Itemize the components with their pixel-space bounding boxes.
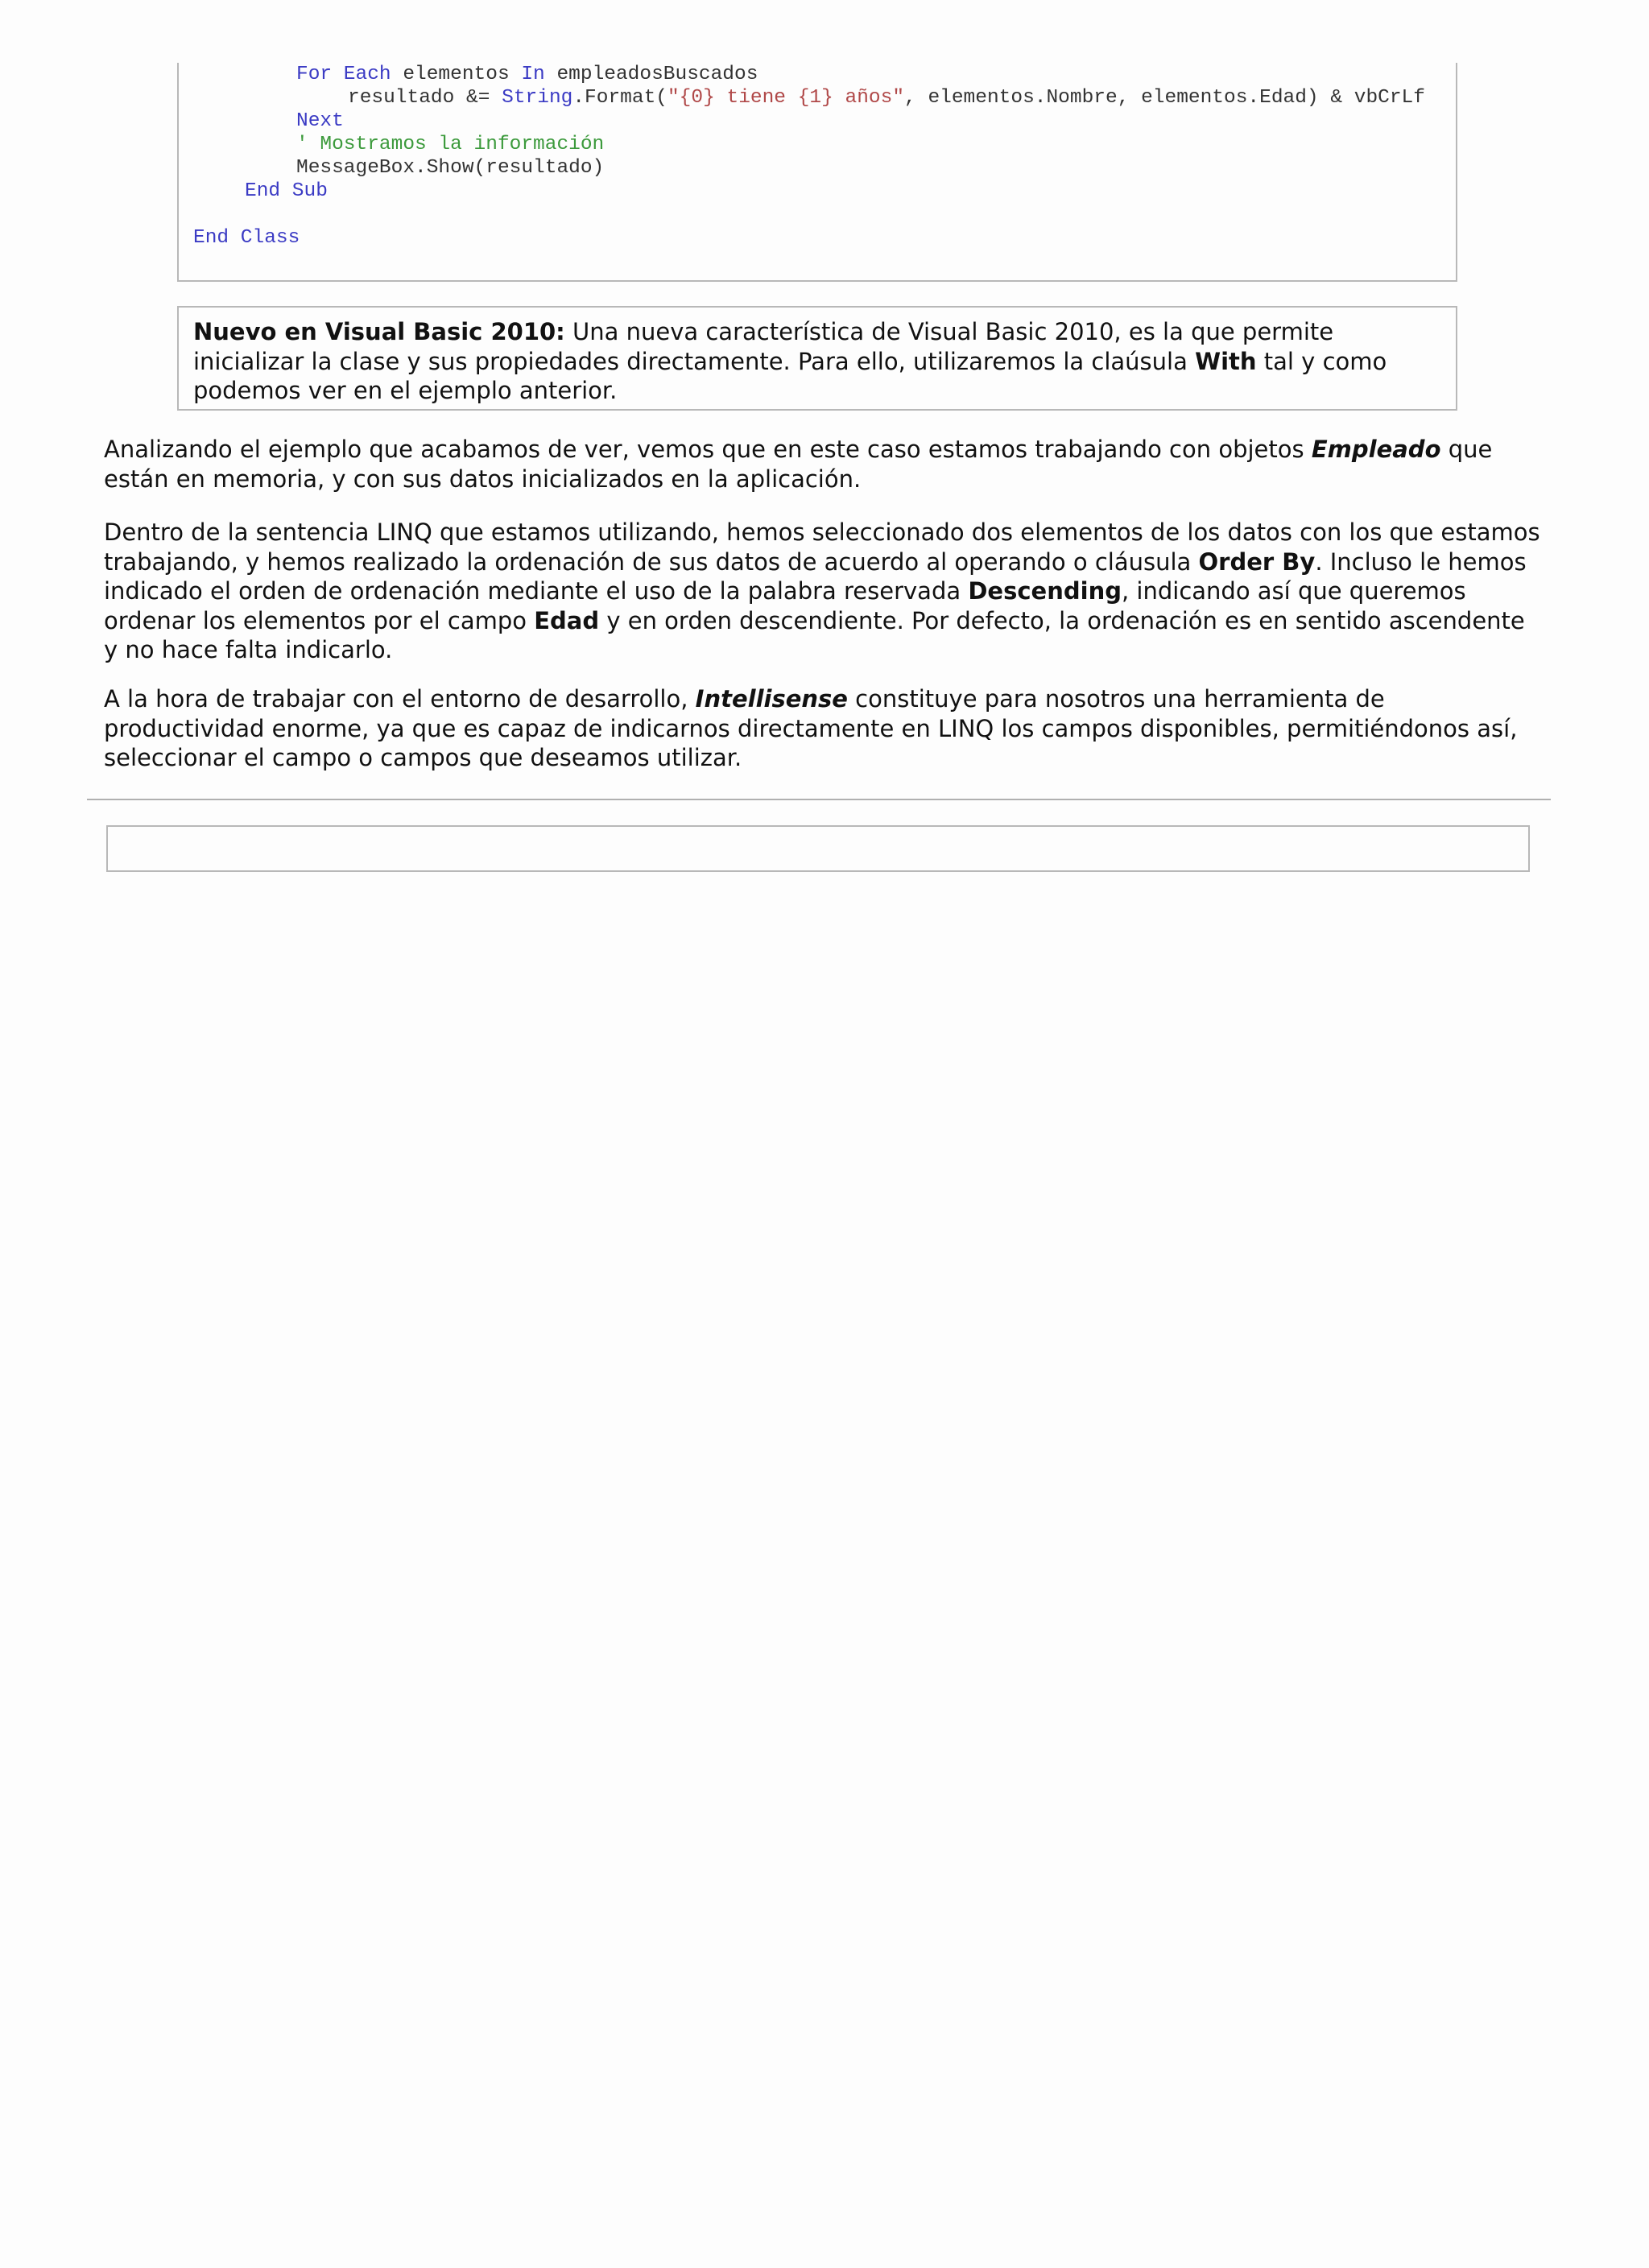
paragraph-text: que están en memoria, y con sus datos inicializados en la aplicación. [104, 436, 1493, 493]
paragraph-text: Dentro de la sentencia LINQ que estamos utilizando, hemos seleccionado dos elementos de los datos con los que estamos trabajando, y hemos realizado la ordenación de sus datos de acuerdo al operando o cláusula [104, 518, 1540, 576]
code-block [177, 63, 1457, 282]
code-line [296, 63, 758, 86]
code-text: , elementos.Nombre, elementos.Edad) & vbCrLf [904, 87, 1425, 109]
bold-term: Edad [534, 606, 600, 634]
bold-term: Descending [968, 577, 1122, 605]
code-line [348, 86, 1425, 109]
code-line [245, 180, 328, 203]
paragraph-text: , indicando así que queremos ordenar los elementos por el campo [104, 577, 1466, 634]
paragraph-3 [104, 684, 1545, 773]
note-keyword: With [1195, 347, 1257, 375]
code-text: resultado &= [348, 87, 502, 109]
code-keyword: String [502, 87, 573, 109]
divider [87, 799, 1551, 800]
paragraph-text: A la hora de trabajar con el entorno de desarrollo, [104, 685, 696, 713]
code-keyword: For Each [296, 64, 391, 85]
code-line [296, 109, 344, 133]
code-text: MessageBox.Show(resultado) [296, 157, 605, 179]
note-label: Nuevo en Visual Basic 2010: [193, 318, 565, 345]
note-text: Una nueva característica de Visual Basic 2010, es la que permite inicializar la clase y sus propiedades directamente. Para ello, utilizaremos la claúsula [193, 318, 1334, 375]
code-text: .Format( [572, 87, 667, 109]
paragraph-text: constituye para nosotros una herramienta de productividad enorme, ya que es capaz de indicarnos directamente en LINQ los campos disponibles, permitiéndonos así, seleccionar el campo o campos que deseamos utilizar. [104, 685, 1518, 771]
code-text: empleadosBuscados [544, 64, 758, 85]
emphasis-term: Empleado [1311, 436, 1441, 463]
emphasis-term: Intellisense [695, 685, 848, 713]
footer-box [106, 825, 1530, 872]
code-line [193, 226, 300, 250]
code-comment: ' Mostramos la información [296, 134, 605, 155]
code-keyword: End Sub [245, 180, 328, 202]
code-keyword: In [521, 64, 545, 85]
bold-term: Order By [1198, 547, 1316, 576]
paragraph-text: . Incluso le hemos indicado el orden de ordenación mediante el uso de la palabra reservada [104, 547, 1527, 605]
paragraph-1 [104, 435, 1545, 494]
code-text: elementos [391, 64, 522, 85]
note-text: tal y como podemos ver en el ejemplo anterior. [193, 347, 1387, 404]
code-string: "{0} tiene {1} años" [667, 87, 905, 109]
code-keyword: End Class [193, 227, 300, 249]
paragraph-2 [104, 518, 1545, 665]
paragraph-text: y en orden descendiente. Por defecto, la ordenación es en sentido ascendente y no hace falta indicarlo. [104, 606, 1525, 663]
code-keyword: Next [296, 110, 344, 132]
code-line [296, 133, 604, 156]
paragraph-text: Analizando el ejemplo que acabamos de ver, vemos que en este caso estamos trabajando con objetos [104, 436, 1312, 463]
note-box [177, 306, 1457, 411]
code-line [296, 156, 604, 180]
